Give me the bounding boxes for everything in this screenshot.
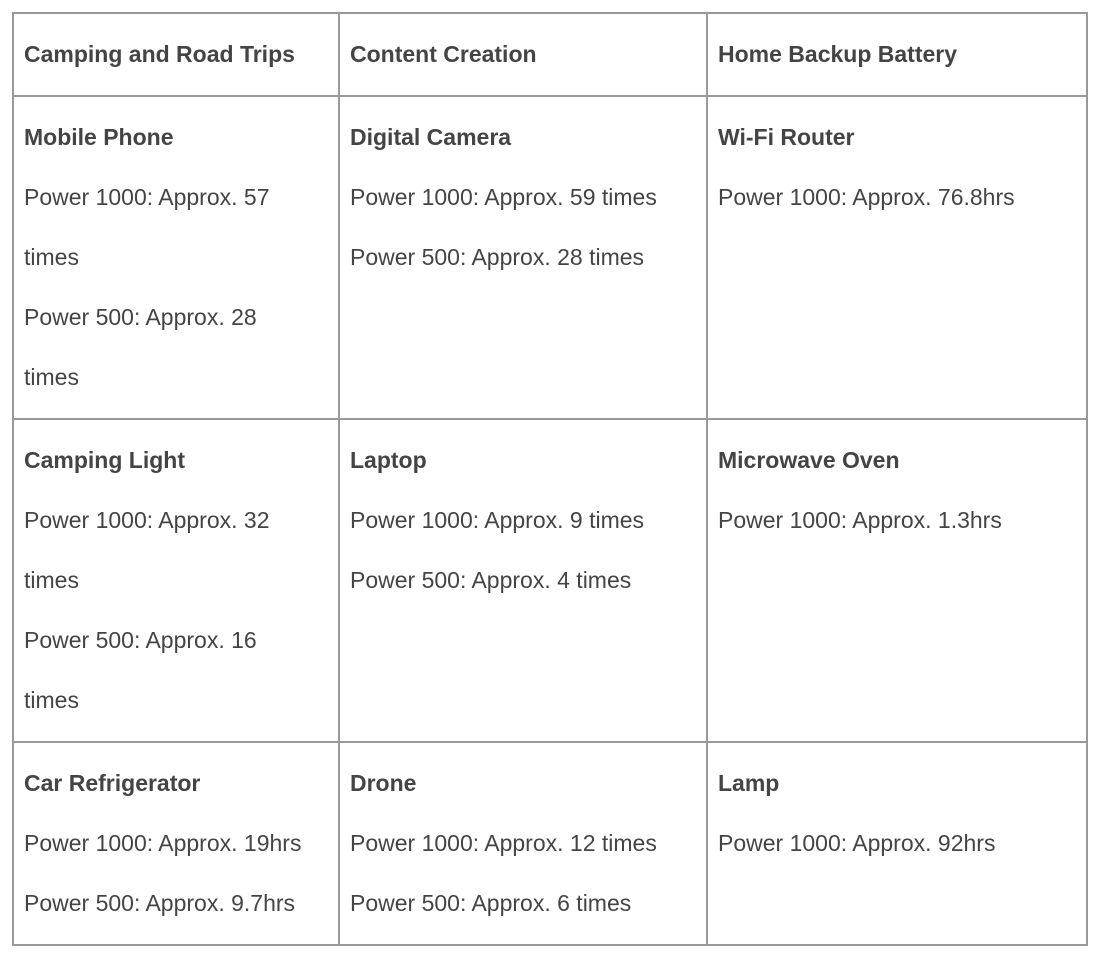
cell-drone (339, 742, 707, 945)
device-title: Microwave Oven (718, 447, 900, 473)
device-line: Power 1000: Approx. 57 (24, 184, 270, 210)
cell-camping-light (13, 419, 339, 742)
device-line: Power 500: Approx. 28 times (350, 244, 645, 270)
cell-digital-camera (339, 96, 707, 419)
cell-laptop (339, 419, 707, 742)
table-row (13, 419, 1087, 742)
device-title: Mobile Phone (24, 124, 174, 150)
device-title: Car Refrigerator (24, 770, 201, 796)
cell-wifi-router (707, 96, 1087, 419)
header-row (13, 13, 1087, 96)
table-row (13, 96, 1087, 419)
table-row (13, 742, 1087, 945)
device-line: Power 1000: Approx. 12 times (350, 830, 657, 856)
device-line: Power 1000: Approx. 76.8hrs (718, 184, 1015, 210)
device-line: Power 500: Approx. 6 times (350, 890, 632, 916)
device-line: Power 500: Approx. 4 times (350, 567, 632, 593)
usage-scenarios-table (12, 12, 1088, 946)
device-line: times (24, 244, 79, 270)
device-title: Digital Camera (350, 124, 512, 150)
device-line: times (24, 687, 79, 713)
device-title: Wi-Fi Router (718, 124, 855, 150)
device-line: Power 1000: Approx. 9 times (350, 507, 645, 533)
header-content-creation: Content Creation (339, 13, 707, 96)
header-home-backup: Home Backup Battery (707, 13, 1087, 96)
device-line: Power 1000: Approx. 59 times (350, 184, 657, 210)
cell-mobile-phone (13, 96, 339, 419)
header-camping: Camping and Road Trips (13, 13, 339, 96)
device-line: times (24, 364, 79, 390)
cell-lamp (707, 742, 1087, 945)
device-line: Power 1000: Approx. 19hrs (24, 830, 302, 856)
device-line: Power 1000: Approx. 92hrs (718, 830, 996, 856)
device-line: Power 1000: Approx. 1.3hrs (718, 507, 1002, 533)
device-line: Power 500: Approx. 16 (24, 627, 257, 653)
device-line: times (24, 567, 79, 593)
device-line: Power 1000: Approx. 32 (24, 507, 270, 533)
device-line: Power 500: Approx. 28 (24, 304, 257, 330)
cell-microwave-oven (707, 419, 1087, 742)
device-line: Power 500: Approx. 9.7hrs (24, 890, 296, 916)
device-title: Laptop (350, 447, 427, 473)
device-title: Camping Light (24, 447, 185, 473)
cell-car-refrigerator (13, 742, 339, 945)
device-title: Lamp (718, 770, 780, 796)
device-title: Drone (350, 770, 417, 796)
